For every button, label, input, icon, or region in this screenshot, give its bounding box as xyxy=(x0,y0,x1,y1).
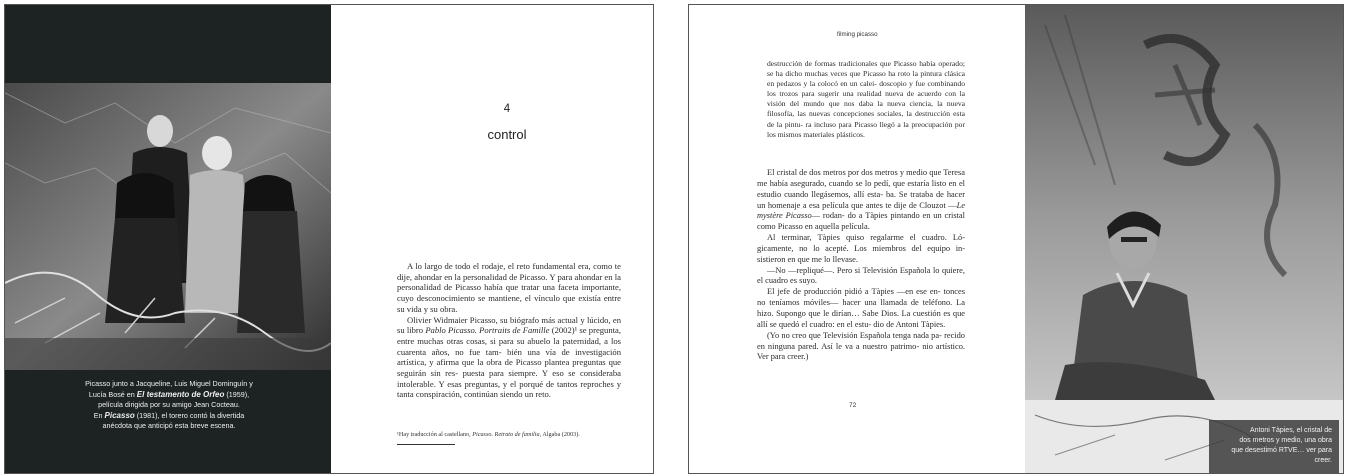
paragraph: destrucción de formas tradicionales que Picasso había operado; se ha dicho muchas veces que Picasso ha roto la pintura clásica en pedazos y la colocó en un calei- doscopio y fue combinando los trozos para sugerir una realidad nueva de acuerdo con la visión del mundo que nos daba la nueva ciencia, la nueva filosofía, las nuevas concepciones sociales, la destrucción esta de la pintu- ra incluso para Picasso llegó a la preocupación por los mismos materiales plásticos. xyxy=(767,59,965,139)
caption-line: Antoni Tàpies, el cristal de xyxy=(1250,427,1332,434)
left-page-spread xyxy=(4,4,654,474)
paragraph-text: El cristal de dos metros por dos metros y medio que Teresa me había asegurado, cuando se lo pedí, que estaría listo en el estudio cuando llegásemos, allí esta- ba. Se trataba de hacer un homenaje a esa película que antes te dije de Clouzot — xyxy=(757,168,965,210)
paragraph-text: — rodan- do a Tàpies pintando en un cristal como Picasso en aquella película. xyxy=(757,211,965,232)
caption-line xyxy=(19,411,319,422)
paragraph xyxy=(397,315,621,401)
caption-line: que desestimó RTVE… ver para xyxy=(1231,447,1332,454)
paragraph: (Yo no creo que Televisión Española tenga nada pa- recido en ninguna pared. Así le va a nuestro patrimo- nio artístico. Ver para creer.) xyxy=(757,330,965,362)
paragraph: A lo largo de todo el rodaje, el reto fundamental era, como te dije, ahondar en la personalidad de Picasso. Y para ahondar en la personalidad de Picasso había que tratar una faceta importante, cuyo desconocimiento se mantiene, el vínculo que existía entre su vida y su obra. xyxy=(397,261,621,314)
caption-line: película dirigida por su amigo Jean Cocteau. xyxy=(98,400,240,409)
page-number: 72 xyxy=(849,402,857,409)
caption-text: Lucía Bosé en xyxy=(88,389,137,399)
caption-text: (1981), el torero contó la divertida xyxy=(134,410,245,420)
footnote-text: , Algaba (2003). xyxy=(539,431,580,438)
caption-line: dos metros y medio, una obra xyxy=(1239,437,1332,444)
footnote xyxy=(397,431,621,438)
running-head: filming picasso xyxy=(837,31,878,38)
footnote-text: ¹Hay traducción al castellano, xyxy=(397,431,473,438)
caption-line: anécdota que anticipó esta breve escena. xyxy=(102,421,236,430)
book-title: Pablo Picasso. Portraits de Famille xyxy=(425,325,550,336)
chapter-title: control xyxy=(487,127,527,142)
photo-picasso-group xyxy=(5,83,331,370)
caption-text: En xyxy=(93,410,105,420)
film-title: Le mystère Picasso xyxy=(757,200,965,221)
caption-line xyxy=(19,390,319,401)
chapter-body xyxy=(397,261,621,400)
paragraph-text: (2002)¹ se pregunta, entre muchas otras cosas, si para su abuelo la paternidad, a los cuarenta años, no fue tam- bién una vía de investigación artística, y afirma que la obra de Picasso plantea preguntas que seguirán sin res- puesta para siempre. Y eso se consideraba intolerable. Y esas preguntas, y el porqué de tantos reproches y tanta conspiración, continúan siendo un reto. xyxy=(397,325,621,400)
caption-film-title: Picasso xyxy=(104,410,135,420)
right-page-spread xyxy=(688,4,1344,474)
paragraph: El jefe de producción pidió a Tàpies —en ese en- tonces no teníamos móviles— hacer una llamada de teléfono. La hizo. Supongo que le dirían… Sabe Dios. La cuestión es que allí se quedó el cuadro: en el estu- dio de Antoni Tàpies. xyxy=(757,287,965,329)
photo-tapies-image xyxy=(1025,5,1344,474)
chapter-number: 4 xyxy=(503,103,511,115)
caption-text: (1959), xyxy=(224,389,250,399)
caption-line: Picasso junto a Jacqueline, Luis Miguel Dominguín y xyxy=(85,379,253,388)
footnote-rule xyxy=(397,444,455,445)
caption-film-title: El testamento de Orfeo xyxy=(136,389,225,399)
body-main xyxy=(757,168,965,363)
paragraph xyxy=(757,168,965,233)
photo-caption-tapies xyxy=(1209,420,1339,474)
photo-tapies xyxy=(1025,5,1344,474)
footnote-book-title: Picasso. Retrato de familia xyxy=(472,431,540,438)
photo-picasso-group-image xyxy=(5,83,331,370)
body-top xyxy=(767,59,965,140)
paragraph-text: Olivier Widmaier Picasso, su biógrafo más actual y lúcido, en su libro xyxy=(397,314,621,336)
paragraph: Al terminar, Tàpies quiso regalarme el cuadro. Ló- gicamente, no lo acepté. Los miembros del equipo in- sistieron en que me lo llevase. xyxy=(757,233,965,264)
paragraph: —No —repliqué—. Pero si Televisión Española lo quiere, el cuadro es suyo. xyxy=(757,265,965,286)
caption-line: creer. xyxy=(1314,457,1332,464)
photo-caption xyxy=(19,379,319,432)
